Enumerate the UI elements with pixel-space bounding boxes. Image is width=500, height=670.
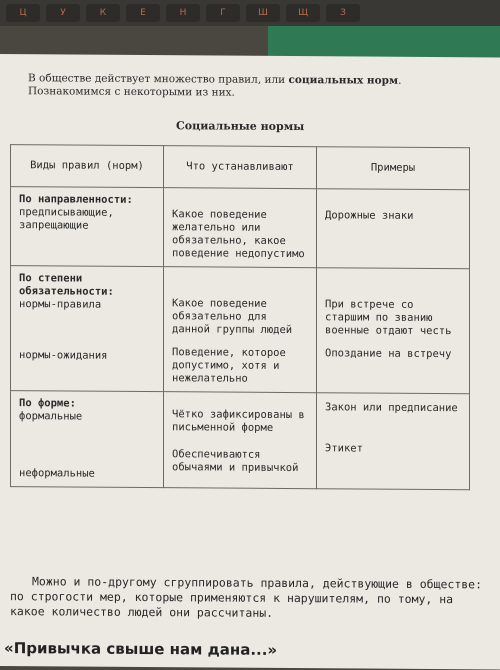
- example-text: Дорожные знаки: [325, 209, 414, 222]
- what-cell: [164, 392, 317, 489]
- group-heading: По направленности:: [19, 193, 133, 206]
- group-heading: По форме:: [19, 397, 76, 410]
- norms-table: [10, 144, 470, 490]
- intro-text: В обществе действует множество правил, или: [28, 72, 289, 87]
- table-row: [11, 187, 470, 269]
- kind-label: нормы-правила: [19, 298, 102, 311]
- example-cell: [317, 393, 470, 490]
- header-cell: Примеры: [317, 147, 470, 190]
- example-text: При встрече со старшим по званию военные отдают честь: [325, 298, 452, 338]
- kind-label: неформальные: [19, 467, 95, 480]
- keyboard-key: Г: [206, 4, 240, 22]
- what-cell: [164, 267, 317, 393]
- keyboard-key: Е: [126, 4, 160, 22]
- table-row: [11, 266, 470, 394]
- what-text: Обеспечиваются обычаями и привычкой: [172, 448, 299, 475]
- example-cell: [317, 268, 470, 394]
- header-cell: Что устанавливают: [164, 146, 317, 189]
- kind-cell: [11, 391, 164, 488]
- kind-cell: [11, 266, 164, 392]
- kind-label: предписывающие, запрещающие: [19, 206, 114, 232]
- kind-label: нормы-ожидания: [19, 349, 108, 362]
- what-text: Какое поведение желательно или обязательно, какое поведение недопустимо: [172, 208, 305, 261]
- keyboard-key: З: [326, 4, 360, 22]
- keyboard-key: К: [86, 4, 120, 22]
- keyboard-strip: [0, 0, 500, 26]
- table-row: [11, 391, 470, 490]
- table-title: Социальные нормы: [176, 119, 305, 134]
- keyboard-key: Ц: [6, 4, 40, 22]
- section-heading: «Привычка свыше нам дана...»: [4, 639, 278, 659]
- example-text: Этикет: [325, 442, 363, 455]
- keyboard-key: Н: [166, 4, 200, 22]
- example-text: Опоздание на встречу: [325, 347, 452, 361]
- intro-bold-term: социальных норм: [288, 74, 399, 87]
- kind-label: формальные: [19, 410, 83, 423]
- keyboard-key: У: [46, 4, 80, 22]
- what-text: Поведение, которое допустимо, хотя и нежелательно: [172, 346, 286, 385]
- what-text: Чётко зафиксированы в письменной форме: [172, 408, 305, 434]
- group-heading: По степени обязательности:: [19, 272, 114, 298]
- intro-text-end: . Познакомимся с некоторыми из них.: [28, 74, 402, 99]
- book-page: [0, 54, 500, 669]
- what-cell: [164, 188, 317, 268]
- body-paragraph: Можно и по-другому сгруппировать правила, действующие в обществе: по строгости мер, которые применяются к нарушителям, по тому, на какое количество людей они рассчитаны.: [10, 574, 483, 620]
- kind-cell: [11, 187, 164, 267]
- example-cell: [317, 189, 470, 269]
- header-cell: Виды правил (норм): [11, 145, 164, 188]
- keyboard-key: Ш: [246, 4, 280, 22]
- intro-paragraph: [28, 72, 428, 101]
- example-text: Закон или предписание: [325, 401, 458, 415]
- table-header-row: [11, 145, 470, 190]
- what-text: Какое поведение обязательно для данной группы людей: [172, 297, 293, 337]
- keyboard-key: Щ: [286, 4, 320, 22]
